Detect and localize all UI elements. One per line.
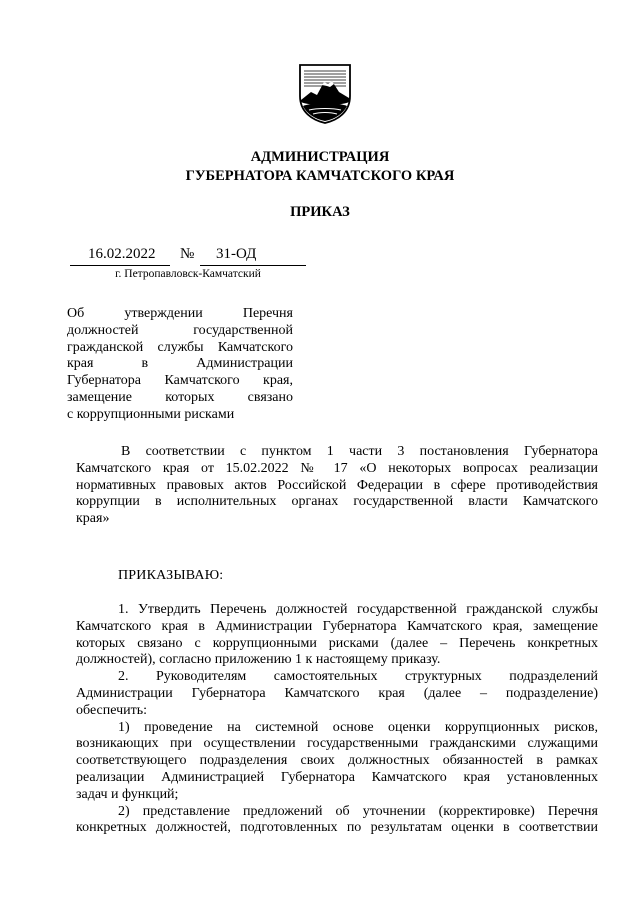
number-underline — [200, 265, 306, 266]
body-line: Администрации Губернатора Камчатского края (далее – подразделение) — [76, 685, 598, 701]
organization-line-2: ГУБЕРНАТОРА КАМЧАТСКОГО КРАЯ — [185, 168, 455, 184]
body-line: соответствующего подразделения своих должностных обязанностей в рамках — [76, 753, 598, 769]
subject-line: Об утверждении Перечня — [67, 306, 293, 321]
body-line: должностей), согласно приложению 1 к настоящему приказу. — [76, 652, 441, 668]
body-line: задач и функций; — [76, 786, 179, 802]
preamble-line: В соответствии с пунктом 1 части 3 постановления Губернатора — [121, 444, 598, 459]
body-line: возникающих при осуществлении государственными гражданскими служащими — [76, 736, 598, 752]
document-type: ПРИКАЗ — [290, 204, 350, 220]
body-line: 2. Руководителям самостоятельных структурных подразделений — [118, 669, 598, 685]
subject-line: с коррупционными рисками — [67, 406, 235, 422]
body-line: 2) представление предложений об уточнении (корректировке) Перечня — [118, 803, 598, 819]
organization-line-1: АДМИНИСТРАЦИЯ — [250, 149, 390, 165]
subject-line: края в Администрации — [67, 356, 293, 372]
number-sign: № — [180, 246, 195, 262]
date-underline — [70, 265, 170, 266]
body-line: которых связано с коррупционными рисками (далее – Перечень конкретных — [76, 635, 598, 651]
subject-line: Губернатора Камчатского края, — [67, 373, 293, 389]
body-line: обеспечить: — [76, 702, 147, 718]
organization-name — [0, 148, 640, 186]
subject-line: замещение которых связано — [67, 389, 293, 405]
preamble-paragraph — [76, 444, 598, 528]
subject-line: гражданской службы Камчатского — [67, 339, 293, 355]
document-number: 31-ОД — [216, 246, 257, 262]
preamble-line: нормативных правовых актов Российской Федерации в сфере противодействия — [76, 477, 598, 493]
body-line: конкретных должностей, подготовленных по результатам оценки в соответствии — [76, 820, 598, 836]
body-line: 1. Утвердить Перечень должностей государственной гражданской службы — [118, 602, 598, 617]
document-city: г. Петропавловск-Камчатский — [115, 268, 261, 280]
kamchatka-emblem-icon — [297, 62, 353, 124]
body-line: реализации Администрацией Губернатора Камчатского края установленных — [76, 769, 598, 785]
preamble-line: края» — [76, 511, 110, 527]
order-body — [76, 602, 598, 837]
document-date: 16.02.2022 — [88, 246, 156, 262]
preamble-line: Камчатского края от 15.02.2022 № 17 «О некоторых вопросах реализации — [76, 460, 598, 476]
body-line: 1) проведение на системной основе оценки коррупционных рисков, — [118, 719, 598, 735]
subject-line: должностей государственной — [67, 322, 293, 338]
preamble-line: коррупции в исполнительных органах государственной власти Камчатского — [76, 494, 598, 510]
date-number-row — [70, 246, 306, 266]
body-line: Камчатского края в Администрации Губернатора Камчатского края, замещение — [76, 618, 598, 634]
document-subject — [67, 306, 293, 424]
order-directive: ПРИКАЗЫВАЮ: — [118, 568, 224, 583]
